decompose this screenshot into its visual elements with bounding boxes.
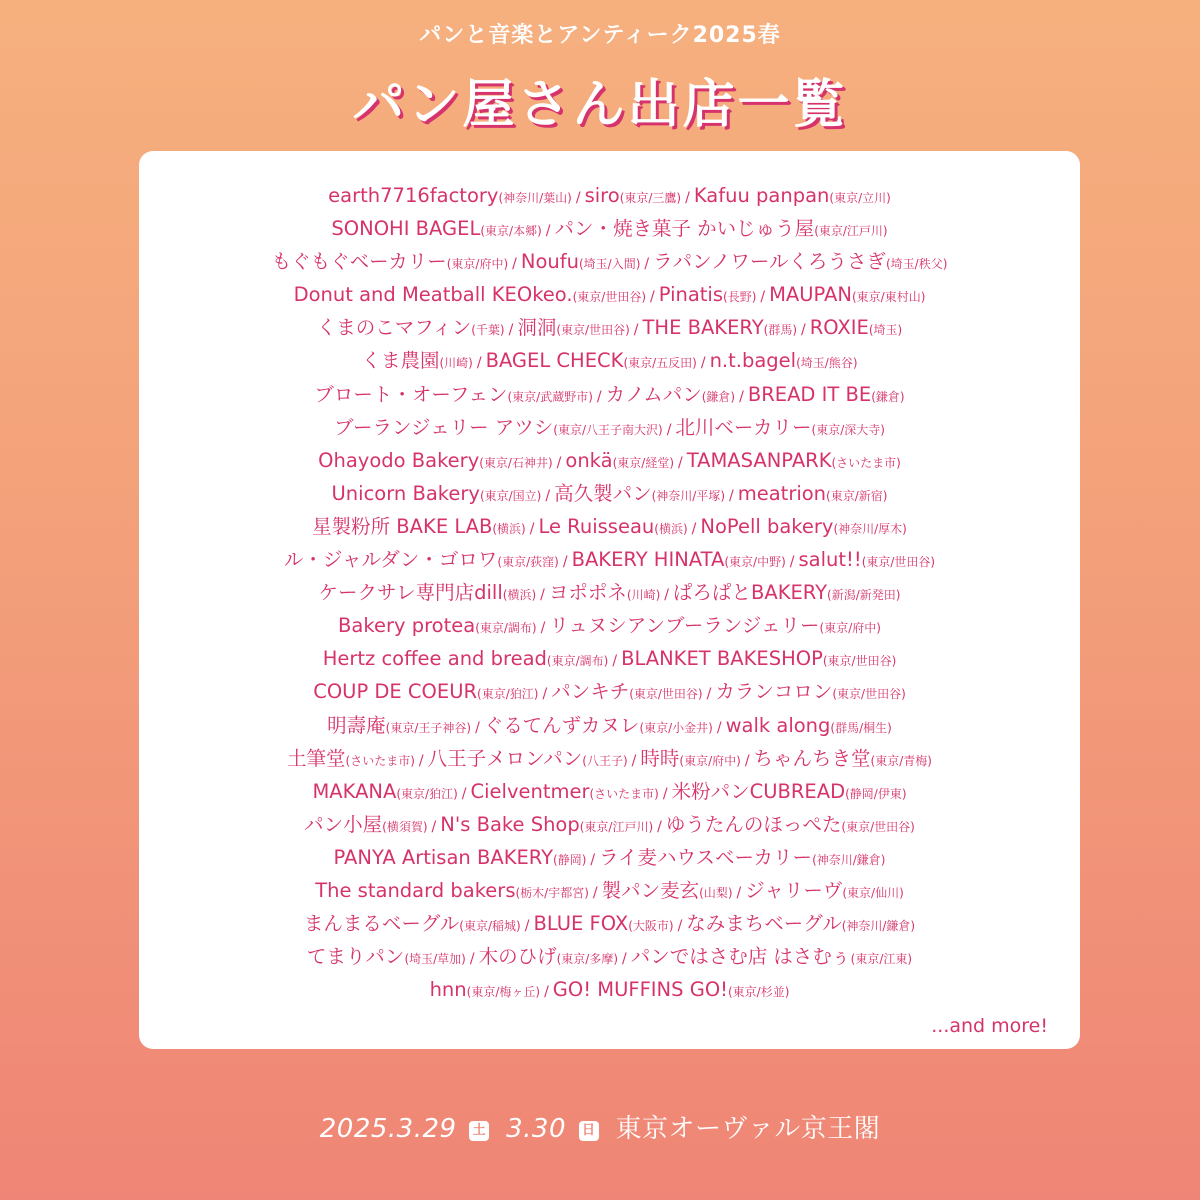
shop-location: (神奈川/鎌倉) <box>812 852 886 867</box>
shop-location: (東京/府中) <box>446 257 509 272</box>
shop-location: (川崎) <box>626 588 661 603</box>
shop-name: Kafuu panpan <box>693 184 830 207</box>
shop-line <box>139 378 1080 411</box>
shop-name: ライ麦ハウスベーカリー <box>599 845 813 869</box>
shop-location: (東京/江東) <box>850 952 913 967</box>
shop-name: N's Bake Shop <box>440 812 580 836</box>
shop-name: ROXIE <box>809 316 869 340</box>
shop-location: (東京/世田谷) <box>861 555 936 570</box>
shop-list <box>139 179 1080 1006</box>
separator: / <box>469 951 475 968</box>
shop-name: walk along <box>725 713 831 737</box>
and-more-text: ...and more! <box>931 1015 1048 1037</box>
shop-line <box>139 212 1080 245</box>
shop-location: (東京/深大寺) <box>811 422 885 437</box>
shop-line <box>139 609 1080 642</box>
shop-name: SONOHI BAGEL <box>331 217 481 241</box>
separator: / <box>666 421 672 438</box>
shop-name: earth7716factory <box>328 184 499 207</box>
separator: / <box>540 620 546 637</box>
shop-name: MAKANA <box>312 779 397 803</box>
shop-name: BLUE FOX <box>533 912 629 936</box>
event-info <box>0 1108 1200 1145</box>
shop-name: ゆうたんのほっぺた <box>665 812 842 836</box>
separator: / <box>476 355 482 372</box>
shop-location: (東京/新宿) <box>826 488 888 503</box>
shop-location: (東京/八王子南大沢) <box>553 422 663 437</box>
separator: / <box>545 223 551 240</box>
separator: / <box>461 785 467 802</box>
shop-name: ヨポポネ <box>548 581 627 605</box>
shop-name: 高久製パン <box>554 481 652 505</box>
shop-location: (神奈川/平塚) <box>651 488 726 503</box>
shop-line <box>139 709 1080 742</box>
shop-location: (鎌倉) <box>701 389 736 404</box>
shop-name: ぐるてんずカヌレ <box>483 713 640 737</box>
shop-line <box>139 642 1080 675</box>
separator: / <box>622 951 627 968</box>
separator: / <box>744 752 750 769</box>
shop-location: (横須賀) <box>382 819 428 834</box>
shop-name: パン・焼き菓子 かいじゅう屋 <box>554 217 815 241</box>
event-date-start: 2025.3.29 <box>319 1114 457 1144</box>
shop-location: (東京/経堂) <box>612 455 675 470</box>
shop-name: ケークサレ専門店dill <box>318 581 503 605</box>
shop-name: 米粉パンCUBREAD <box>671 779 846 803</box>
shop-location: (東京/杉並) <box>728 985 790 1000</box>
shop-location: (東京/仙川) <box>842 885 904 900</box>
shop-name: Ohayodo Bakery <box>318 448 480 472</box>
shop-name: COUP DE COEUR <box>313 680 478 704</box>
shop-name: ラパンノワールくろうさぎ <box>653 250 886 274</box>
shop-name: 北川ベーカリー <box>675 415 812 439</box>
shop-name: 星製粉所 BAKE LAB <box>312 514 493 538</box>
shop-location: (東京/江戸川) <box>814 224 888 239</box>
shop-line <box>139 940 1080 973</box>
shop-line <box>139 344 1080 377</box>
shop-name: カランコロン <box>715 680 833 704</box>
shop-name: 製パン麦玄 <box>601 878 700 902</box>
shop-location: (東京/王子神谷) <box>385 720 472 735</box>
separator: / <box>691 520 697 537</box>
shop-line <box>139 543 1080 576</box>
separator: / <box>650 289 655 306</box>
shop-line <box>139 477 1080 510</box>
shop-name: meatrion <box>737 481 827 505</box>
shop-location: (東京/中野) <box>724 555 786 570</box>
shop-location: (埼玉/秩父) <box>885 257 948 272</box>
separator: / <box>524 918 530 935</box>
shop-location: (東京/石神井) <box>479 455 553 470</box>
shop-name: GO! MUFFINS GO! <box>552 978 728 1002</box>
separator: / <box>644 256 650 273</box>
separator: / <box>590 851 596 868</box>
shop-location: (東京/多摩) <box>556 952 619 967</box>
separator: / <box>739 388 744 405</box>
shop-name: NoPell bakery <box>700 514 834 538</box>
separator: / <box>418 752 424 769</box>
shop-name: PANYA Artisan BAKERY <box>333 845 554 869</box>
shop-name: ジャリーヴ <box>745 878 843 902</box>
shop-line <box>139 278 1080 311</box>
shop-location: (千葉) <box>471 323 505 338</box>
shop-list-card <box>139 151 1080 1049</box>
shop-location: (東京/世田谷) <box>841 819 915 834</box>
shop-location: (川崎) <box>439 356 473 371</box>
shop-location: (東京/世田谷) <box>832 687 906 702</box>
shop-location: (八王子) <box>582 753 628 768</box>
shop-line <box>139 841 1080 874</box>
event-venue: 東京オーヴァル京王閣 <box>615 1114 881 1144</box>
shop-name: Le Ruisseau <box>538 514 655 538</box>
shop-line <box>139 973 1080 1006</box>
shop-location: (横浜) <box>492 521 526 536</box>
shop-location: (東京/江戸川) <box>579 819 654 834</box>
shop-name: 土筆堂 <box>287 746 346 770</box>
separator: / <box>631 752 637 769</box>
shop-name: まんまるベーグル <box>303 912 460 936</box>
shop-name: THE BAKERY <box>642 316 764 340</box>
shop-location: (神奈川/鎌倉) <box>841 919 916 934</box>
shop-location: (東京/東村山) <box>851 290 926 305</box>
shop-name: くまのこマフィン <box>316 316 472 340</box>
shop-name: Noufu <box>520 250 579 274</box>
shop-location: (長野) <box>723 290 757 305</box>
shop-name: もぐもぐベーカリー <box>271 250 447 274</box>
shop-location: (東京/小金井) <box>639 720 713 735</box>
shop-location: (群馬) <box>763 323 798 338</box>
shop-name: Bakery protea <box>338 614 476 638</box>
shop-location: (群馬/桐生) <box>830 720 892 735</box>
separator: / <box>706 686 712 703</box>
page-title: パン屋さん出店一覧 <box>352 75 848 135</box>
shop-location: (東京/三鷹) <box>619 191 682 205</box>
shop-location: (新潟/新発田) <box>827 588 901 603</box>
shop-location: (神奈川/厚木) <box>833 521 907 536</box>
separator: / <box>512 256 517 273</box>
separator: / <box>562 554 568 571</box>
shop-line <box>139 444 1080 477</box>
shop-line <box>139 874 1080 907</box>
shop-name: Unicorn Bakery <box>331 481 480 505</box>
separator: / <box>700 355 706 372</box>
shop-location: (大阪市) <box>628 919 674 934</box>
shop-name: ル・ジャルダン・ゴロワ <box>283 548 498 572</box>
shop-name: Hertz coffee and bread <box>322 647 547 671</box>
separator: / <box>575 190 581 206</box>
separator: / <box>736 884 742 901</box>
shop-name: 明壽庵 <box>327 713 386 737</box>
event-subtitle: パンと音楽とアンティーク2025春 <box>419 23 781 48</box>
separator: / <box>657 818 662 835</box>
shop-name: ぱろぱとBAKERY <box>672 581 828 605</box>
shop-location: (東京/稲城) <box>459 919 521 934</box>
shop-line <box>139 675 1080 708</box>
shop-location: (東京/調布) <box>546 654 609 669</box>
shop-location: (鎌倉) <box>871 389 905 404</box>
shop-line <box>139 179 1080 212</box>
shop-line <box>139 775 1080 808</box>
shop-location: (東京/世田谷) <box>822 654 897 669</box>
shop-line <box>139 245 1080 278</box>
shop-name: n.t.bagel <box>709 349 797 373</box>
shop-name: リュヌシアンブーランジェリー <box>549 614 820 638</box>
shop-location: (東京/本郷) <box>480 224 542 239</box>
shop-location: (東京/世田谷) <box>629 687 703 702</box>
shop-name: BLANKET BAKESHOP <box>621 647 823 671</box>
shop-location: (東京/梅ヶ丘) <box>466 985 541 1000</box>
separator: / <box>664 587 669 604</box>
shop-name: Donut and Meatball KEOkeo. <box>293 283 573 307</box>
separator: / <box>545 487 551 504</box>
day-badge-end: 日 <box>579 1121 599 1141</box>
shop-name: パンキチ <box>551 680 630 704</box>
separator: / <box>662 785 668 802</box>
shop-location: (東京/府中) <box>679 753 741 768</box>
shop-name: ブーランジェリー アツシ <box>334 415 554 439</box>
shop-location: (東京/世田谷) <box>572 290 647 305</box>
shop-location: (埼玉/入間) <box>578 257 641 272</box>
shop-name: The standard bakers <box>315 878 516 902</box>
shop-line <box>139 907 1080 940</box>
shop-name: 洞洞 <box>517 316 557 340</box>
shop-name: 八王子メロンパン <box>427 746 583 770</box>
separator: / <box>529 520 535 537</box>
shop-line <box>139 510 1080 543</box>
separator: / <box>544 984 549 1001</box>
shop-name: ちゃんちき堂 <box>753 746 871 770</box>
separator: / <box>475 719 480 736</box>
shop-name: パン小屋 <box>304 812 383 836</box>
event-date-end: 3.30 <box>506 1114 566 1144</box>
shop-name: 木のひげ <box>478 945 557 969</box>
shop-line <box>139 742 1080 775</box>
shop-location: (東京/荻窪) <box>497 555 559 570</box>
shop-name: BREAD IT BE <box>747 382 872 406</box>
shop-location: (さいたま市) <box>345 753 415 768</box>
shop-line <box>139 411 1080 444</box>
shop-name: onkä <box>565 448 613 472</box>
separator: / <box>540 587 545 604</box>
separator: / <box>789 554 795 571</box>
shop-location: (東京/武蔵野市) <box>507 389 593 404</box>
day-badge-start: 土 <box>469 1121 489 1141</box>
shop-location: (さいたま市) <box>831 455 901 470</box>
separator: / <box>729 487 734 504</box>
shop-name: siro <box>584 184 620 207</box>
shop-location: (東京/調布) <box>475 621 537 636</box>
separator: / <box>592 884 598 901</box>
separator: / <box>801 322 806 339</box>
shop-name: TAMASANPARK <box>686 448 832 472</box>
separator: / <box>431 818 437 835</box>
shop-location: (神奈川/葉山) <box>498 191 572 205</box>
shop-name: くま農園 <box>361 349 440 373</box>
shop-name: hnn <box>429 978 467 1002</box>
shop-name: 時時 <box>640 746 680 770</box>
shop-line <box>139 311 1080 344</box>
separator: / <box>760 289 766 306</box>
shop-name: Cielventmer <box>470 779 590 803</box>
shop-location: (東京/国立) <box>479 488 542 503</box>
shop-name: パンではさむ店 はさむぅ <box>630 945 851 969</box>
shop-location: (東京/狛江) <box>396 786 458 801</box>
shop-name: MAUPAN <box>769 283 852 307</box>
separator: / <box>716 719 722 736</box>
separator: / <box>612 653 618 670</box>
shop-location: (東京/世田谷) <box>556 323 630 338</box>
separator: / <box>685 190 690 206</box>
shop-location: (埼玉) <box>868 323 903 338</box>
shop-location: (東京/五反田) <box>623 356 697 371</box>
shop-location: (静岡) <box>553 852 587 867</box>
separator: / <box>633 322 639 339</box>
shop-location: (東京/府中) <box>819 621 881 636</box>
shop-name: カノムパン <box>605 382 702 406</box>
shop-location: (東京/狛江) <box>477 687 539 702</box>
separator: / <box>542 686 548 703</box>
shop-location: (横浜) <box>654 521 688 536</box>
shop-name: てまりパン <box>306 945 405 969</box>
shop-name: Pinatis <box>658 283 724 307</box>
shop-name: なみまちベーグル <box>686 912 842 936</box>
separator: / <box>556 454 562 471</box>
shop-line <box>139 808 1080 841</box>
separator: / <box>677 918 683 935</box>
shop-location: (東京/青梅) <box>870 753 932 768</box>
separator: / <box>596 388 602 405</box>
shop-location: (さいたま市) <box>589 786 659 801</box>
shop-line <box>139 576 1080 609</box>
shop-location: (横浜) <box>502 588 537 603</box>
shop-name: ブロート・オーフェン <box>314 382 508 406</box>
shop-location: (埼玉/草加) <box>404 952 466 967</box>
separator: / <box>678 454 683 471</box>
shop-name: BAGEL CHECK <box>485 349 624 373</box>
shop-location: (山梨) <box>699 885 733 900</box>
shop-name: BAKERY HINATA <box>571 548 725 572</box>
shop-location: (東京/立川) <box>829 191 891 205</box>
shop-location: (埼玉/熊谷) <box>796 356 858 371</box>
shop-location: (静岡/伊東) <box>845 786 907 801</box>
separator: / <box>508 322 514 339</box>
shop-name: salut!! <box>798 548 862 572</box>
shop-location: (栃木/宇都宮) <box>515 885 589 900</box>
